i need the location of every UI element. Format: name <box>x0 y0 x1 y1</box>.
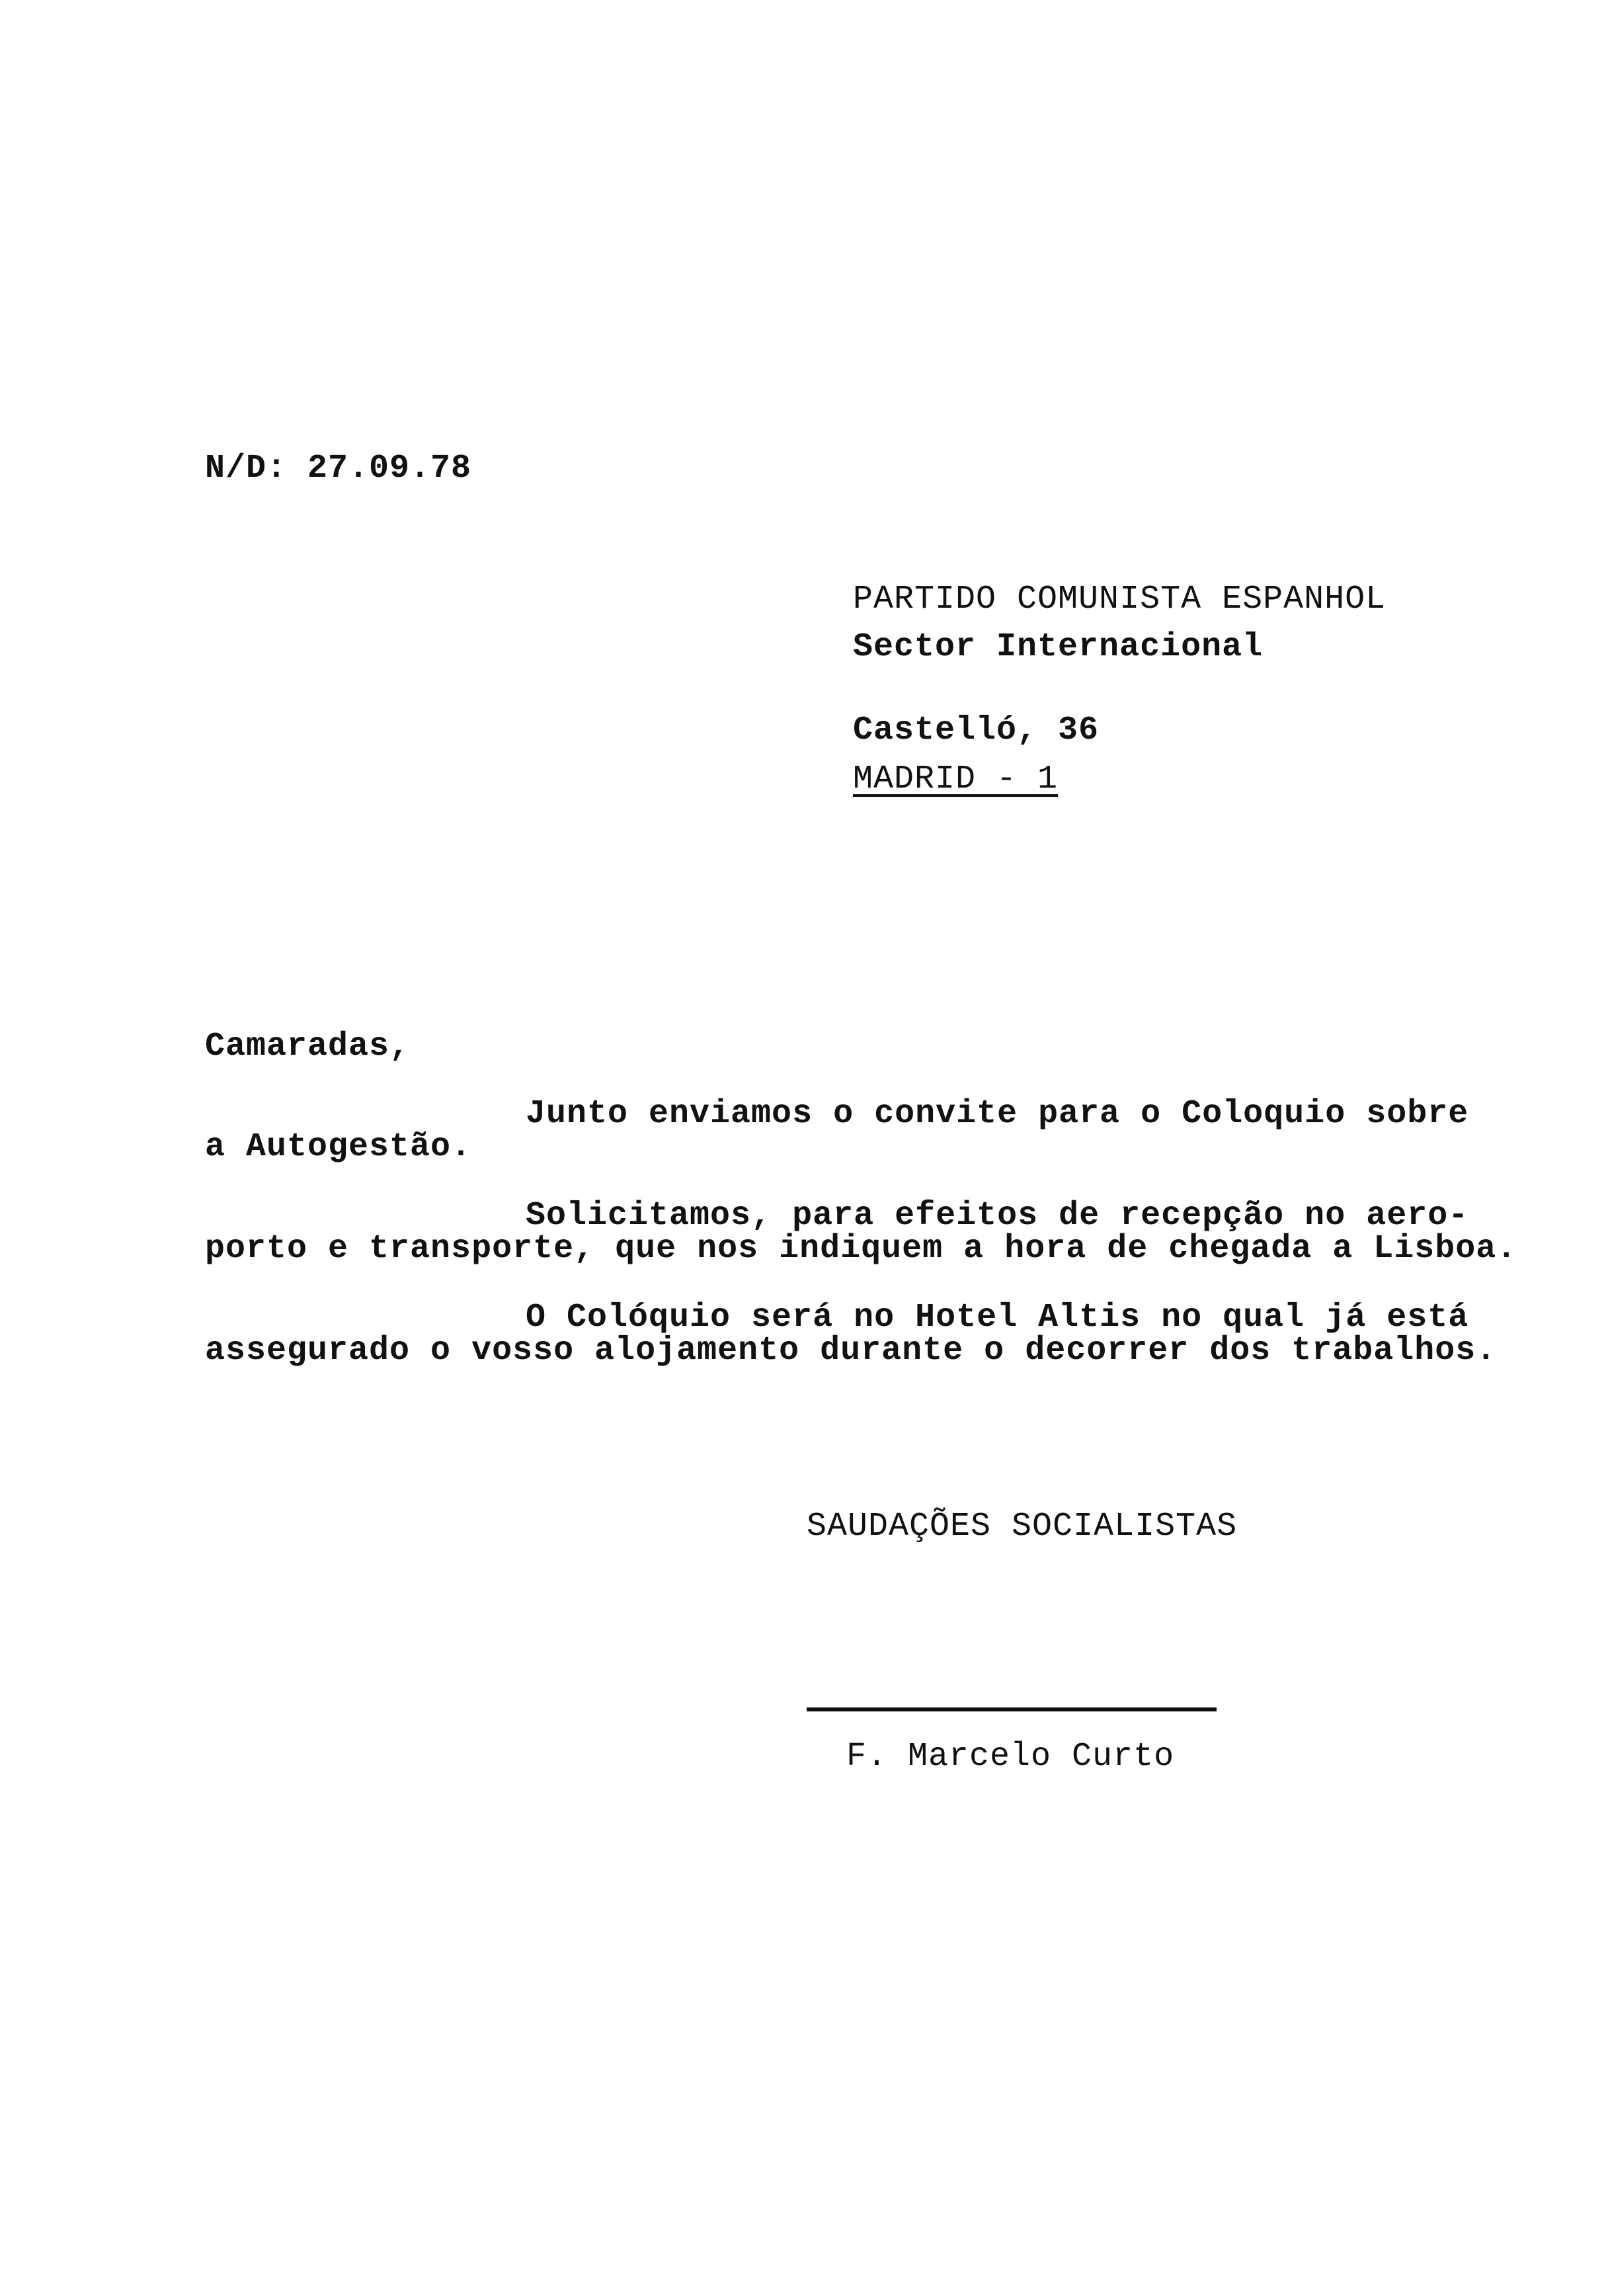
signature-line <box>807 1707 1217 1711</box>
signatory-name: F. Marcelo Curto <box>846 1738 1175 1776</box>
recipient-city: MADRID - 1 <box>853 760 1059 798</box>
recipient-street: Castelló, 36 <box>853 712 1100 749</box>
paragraph-3-line-1: O Colóquio será no Hotel Altis no qual já está <box>526 1299 1469 1336</box>
paragraph-1-line-2: a Autogestão. <box>205 1128 472 1166</box>
closing: SAUDAÇÕES SOCIALISTAS <box>807 1508 1238 1545</box>
recipient-department: Sector Internacional <box>853 628 1264 666</box>
recipient-organization: PARTIDO COMUNISTA ESPANHOL <box>853 581 1387 618</box>
salutation: Camaradas, <box>205 1028 411 1065</box>
paragraph-2-line-1: Solicitamos, para efeitos de recepção no aero- <box>526 1197 1469 1235</box>
paragraph-3-line-2: assegurado o vosso alojamento durante o decorrer dos trabalhos. <box>205 1332 1497 1370</box>
paragraph-2-line-2: porto e transporte, que nos indiquem a hora de chegada a Lisboa. <box>205 1230 1517 1268</box>
reference-line: N/D: 27.09.78 <box>205 450 472 487</box>
paragraph-1-line-1: Junto enviamos o convite para o Coloquio sobre <box>526 1095 1469 1133</box>
